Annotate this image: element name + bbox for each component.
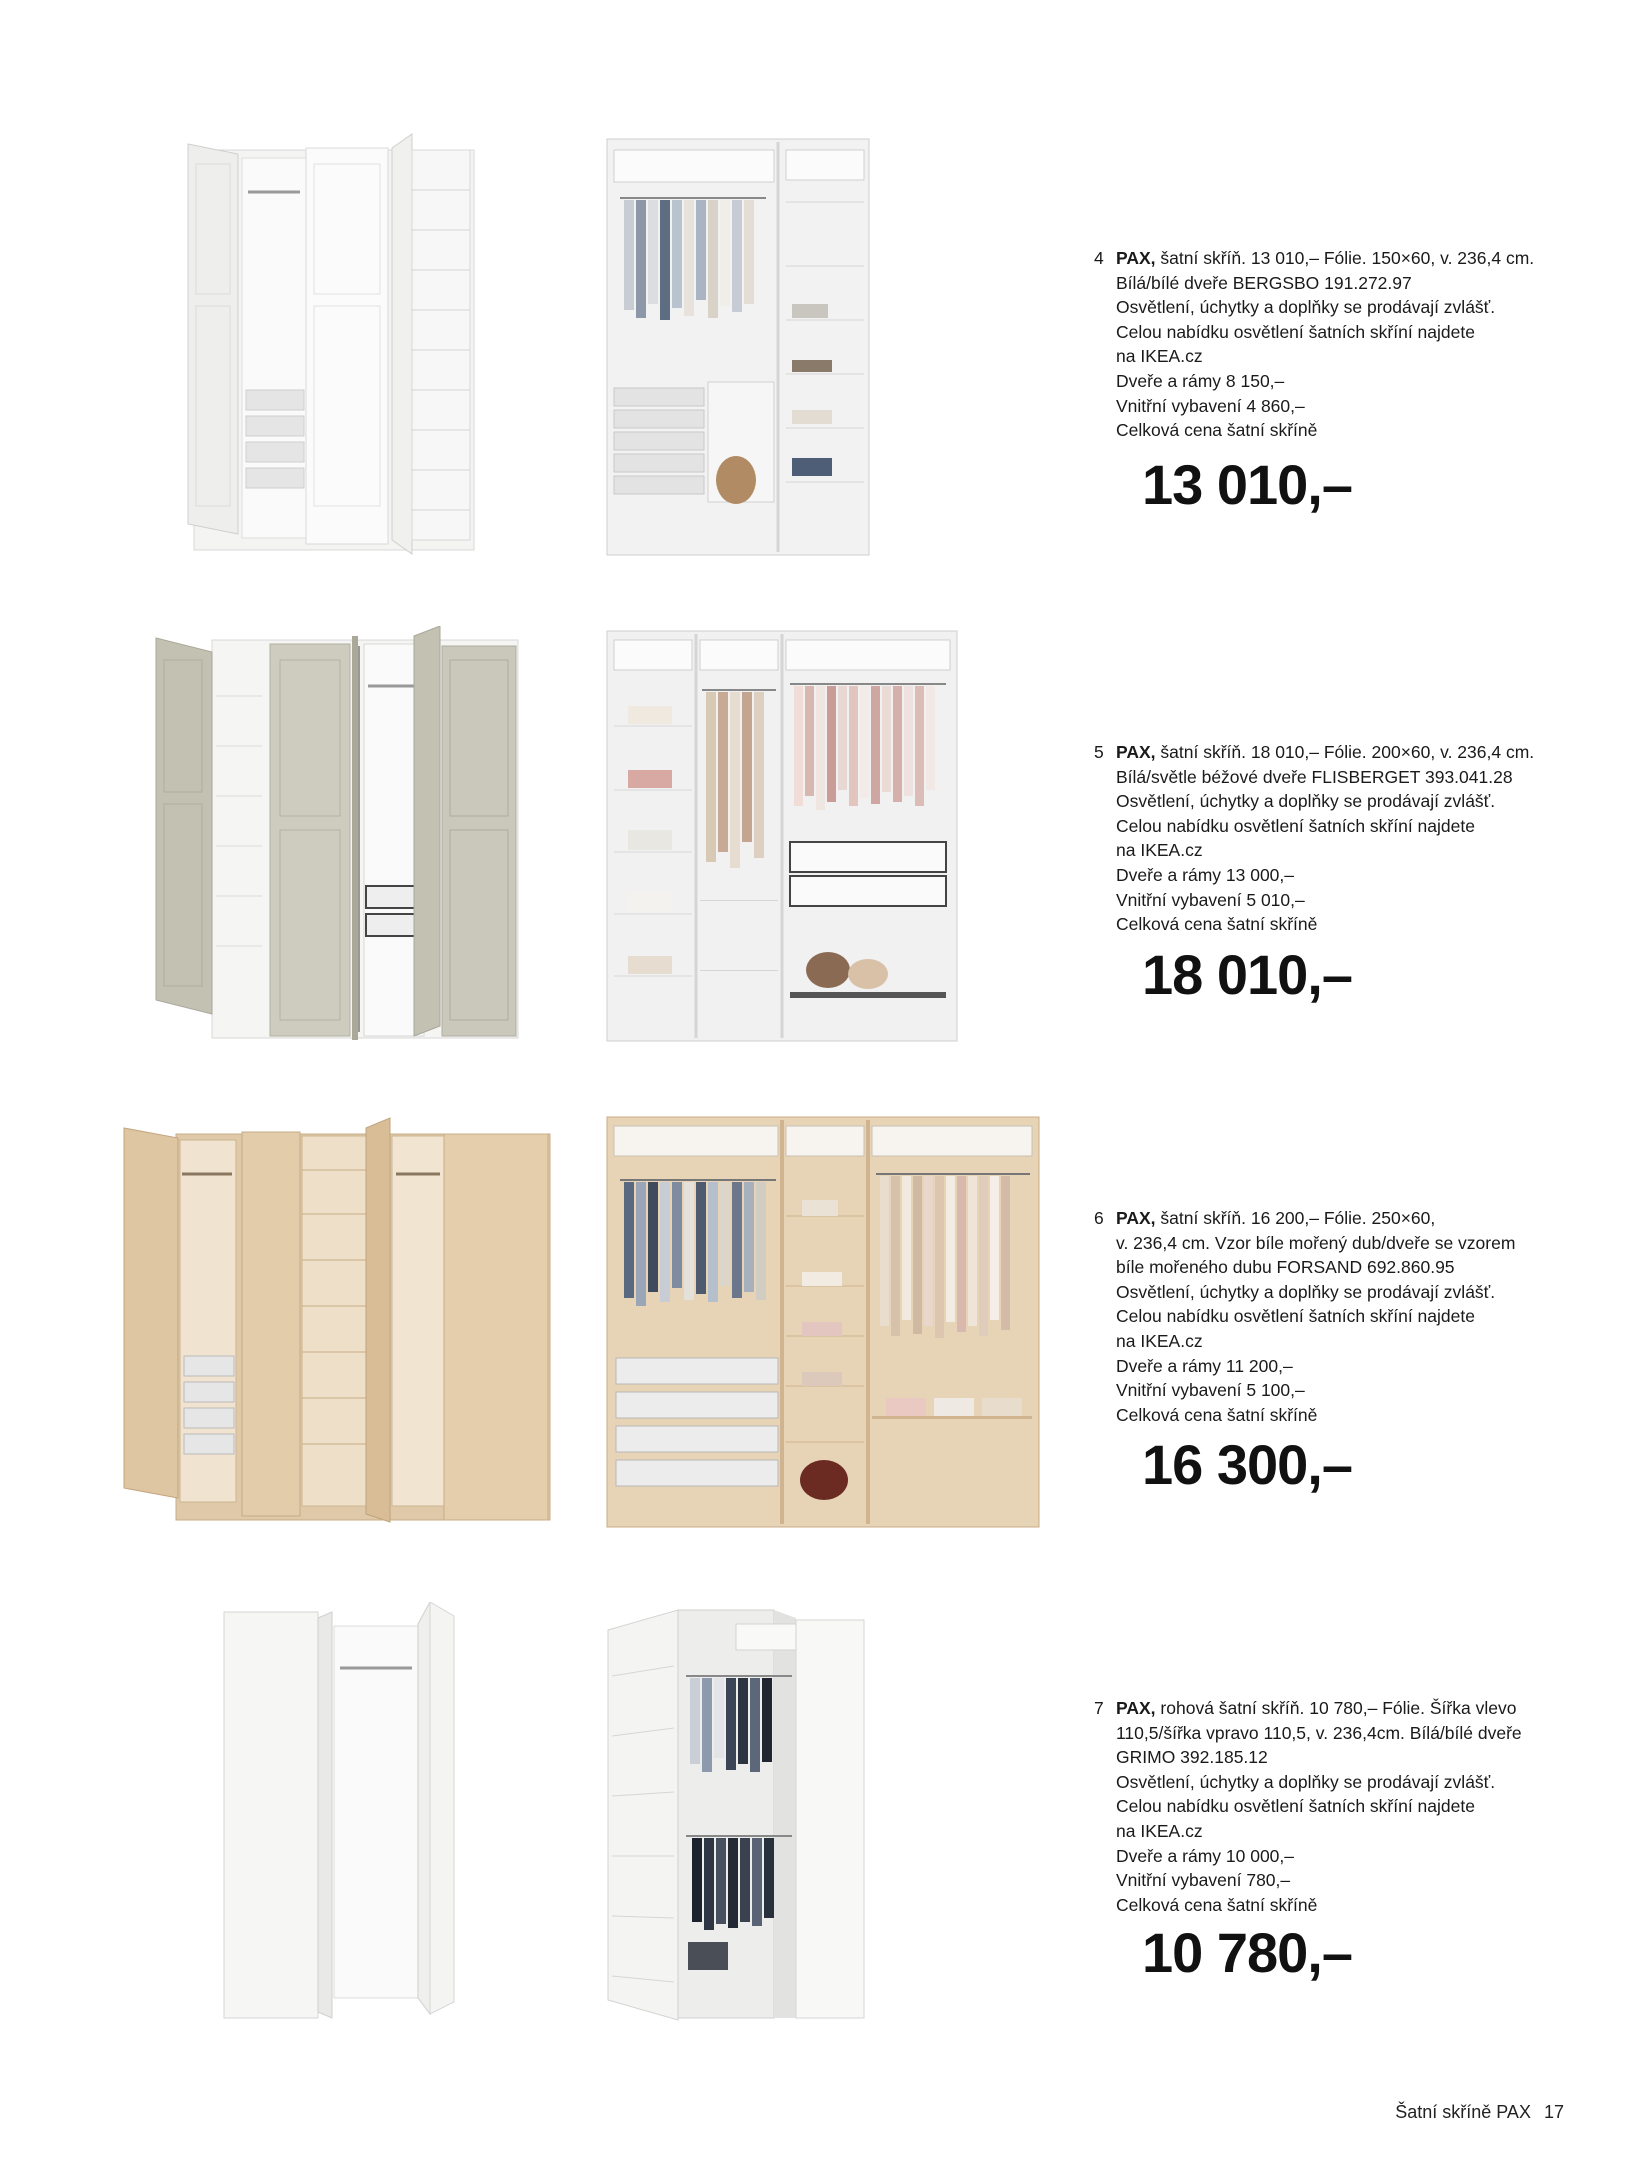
product-description-6: [1094, 1206, 1576, 1427]
product-line: Dveře a rámy 13 000,–: [1116, 864, 1295, 885]
wardrobe-open-image-7: [606, 1606, 868, 2024]
product-line: Osvětlení, úchytky a doplňky se prodávají zvlášť.: [1116, 1771, 1496, 1792]
product-line: Celková cena šatní skříně: [1116, 420, 1318, 441]
wardrobe-open-image-4: [606, 138, 870, 556]
product-number: 6: [1094, 1208, 1104, 1228]
product-line: Celou nabídku osvětlení šatních skříní najdete: [1116, 1306, 1475, 1327]
product-description-7: [1094, 1696, 1576, 1917]
product-name: PAX,: [1116, 248, 1156, 268]
product-name: PAX,: [1116, 1698, 1156, 1718]
product-line: Celková cena šatní skříně: [1116, 1894, 1318, 1915]
product-line: na IKEA.cz: [1116, 346, 1203, 367]
product-line: Vnitřní vybavení 780,–: [1116, 1870, 1291, 1891]
product-line: Vnitřní vybavení 5 010,–: [1116, 889, 1305, 910]
product-price-4: 13 010,–: [1142, 453, 1352, 516]
product-line: Celková cena šatní skříně: [1116, 1404, 1318, 1425]
product-line: Dveře a rámy 8 150,–: [1116, 370, 1285, 391]
product-line: bíle mořeného dubu FORSAND 692.860.95: [1116, 1257, 1455, 1278]
product-line: Celková cena šatní skříně: [1116, 914, 1318, 935]
product-line: Dveře a rámy 11 200,–: [1116, 1355, 1293, 1376]
product-lead: rohová šatní skříň. 10 780,– Fólie. Šířka vlevo: [1160, 1698, 1517, 1718]
product-number: 5: [1094, 742, 1104, 762]
product-lead: šatní skříň. 13 010,– Fólie. 150×60, v. 236,4 cm.: [1160, 248, 1535, 268]
product-line: Osvětlení, úchytky a doplňky se prodávají zvlášť.: [1116, 297, 1496, 318]
wardrobe-closed-image-6: [122, 1114, 554, 1526]
product-lead: šatní skříň. 16 200,– Fólie. 250×60,: [1160, 1208, 1436, 1228]
product-name: PAX,: [1116, 742, 1156, 762]
product-line: Vnitřní vybavení 4 860,–: [1116, 395, 1305, 416]
page-footer: [1387, 2102, 1564, 2123]
product-price-6: 16 300,–: [1142, 1433, 1352, 1496]
product-number: 4: [1094, 248, 1104, 268]
product-line: Celou nabídku osvětlení šatních skříní najdete: [1116, 815, 1475, 836]
product-price-5: 18 010,–: [1142, 943, 1352, 1006]
product-line: 110,5/šířka vpravo 110,5, v. 236,4cm. Bílá/bílé dveře: [1116, 1722, 1522, 1743]
footer-section: Šatní skříně PAX: [1395, 2102, 1531, 2122]
product-description-5: [1094, 740, 1576, 937]
product-lead: šatní skříň. 18 010,– Fólie. 200×60, v. 236,4 cm.: [1160, 742, 1535, 762]
product-line: Celou nabídku osvětlení šatních skříní najdete: [1116, 1796, 1475, 1817]
product-line: na IKEA.cz: [1116, 840, 1203, 861]
product-line: Vnitřní vybavení 5 100,–: [1116, 1380, 1305, 1401]
product-line: GRIMO 392.185.12: [1116, 1747, 1268, 1768]
wardrobe-open-image-6: [606, 1116, 1040, 1528]
wardrobe-closed-image-4: [186, 130, 486, 555]
wardrobe-closed-image-5: [152, 626, 524, 1042]
product-line: Celou nabídku osvětlení šatních skříní najdete: [1116, 321, 1475, 342]
product-number: 7: [1094, 1698, 1104, 1718]
product-line: na IKEA.cz: [1116, 1330, 1203, 1351]
product-line: na IKEA.cz: [1116, 1820, 1203, 1841]
product-description-4: [1094, 246, 1576, 443]
product-line: v. 236,4 cm. Vzor bíle mořený dub/dveře se vzorem: [1116, 1232, 1516, 1253]
product-name: PAX,: [1116, 1208, 1156, 1228]
product-line: Bílá/světle béžové dveře FLISBERGET 393.041.28: [1116, 766, 1513, 787]
wardrobe-open-image-5: [606, 630, 958, 1042]
product-line: Osvětlení, úchytky a doplňky se prodávají zvlášť.: [1116, 1281, 1496, 1302]
product-line: Dveře a rámy 10 000,–: [1116, 1845, 1295, 1866]
wardrobe-closed-image-7: [222, 1602, 458, 2022]
page-number: 17: [1543, 2102, 1564, 2122]
product-line: Osvětlení, úchytky a doplňky se prodávají zvlášť.: [1116, 791, 1496, 812]
product-line: Bílá/bílé dveře BERGSBO 191.272.97: [1116, 272, 1412, 293]
product-price-7: 10 780,–: [1142, 1921, 1352, 1984]
